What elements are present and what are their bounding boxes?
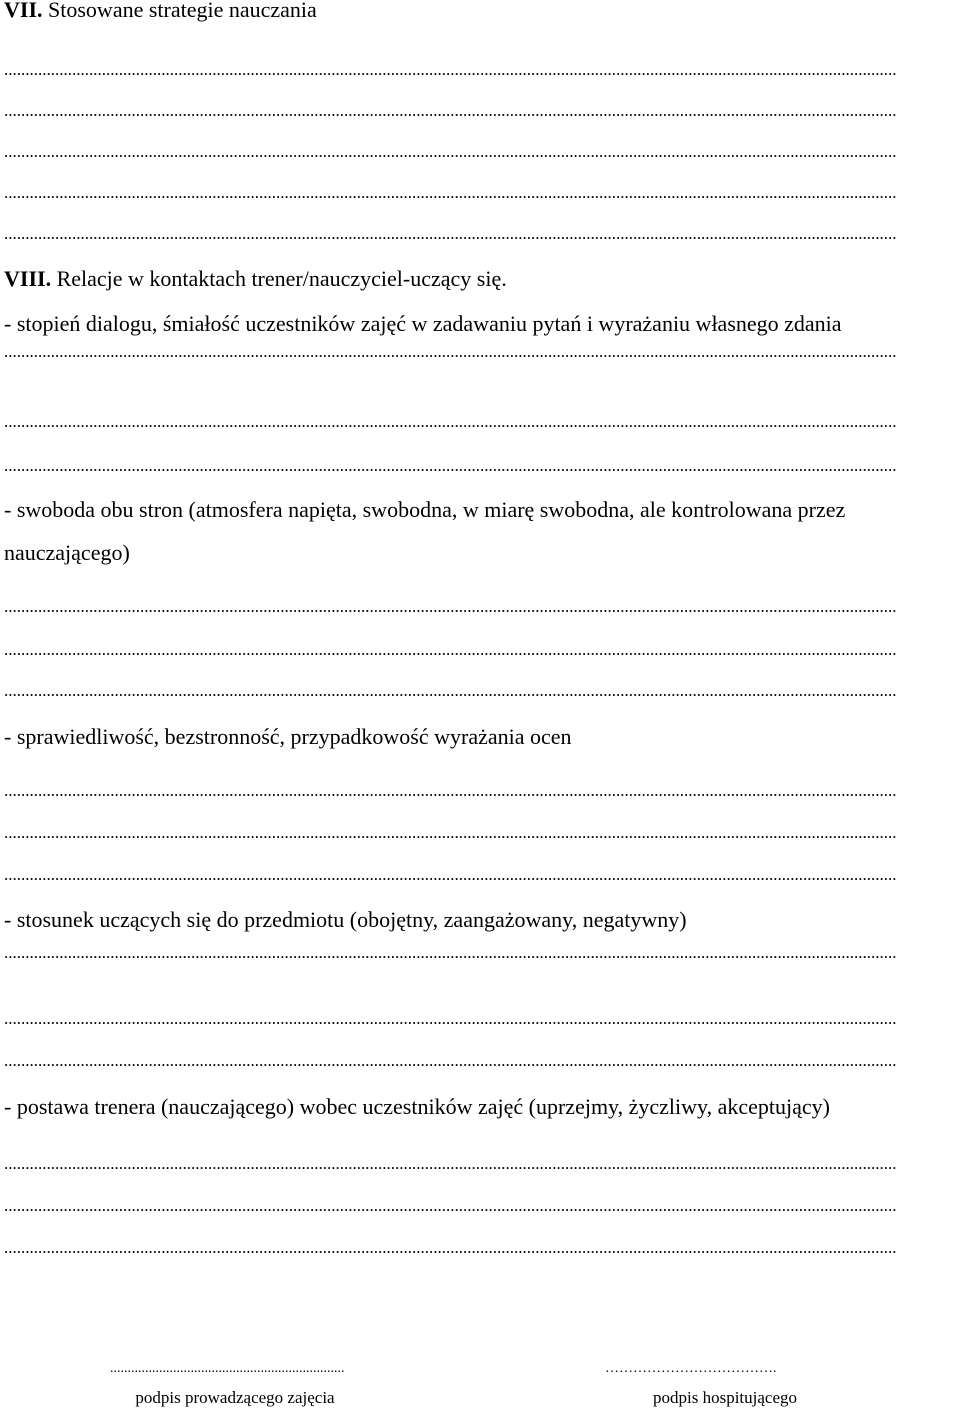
answer-line[interactable]: ..................................................................................................................................................................................................................	[4, 823, 897, 842]
answer-line[interactable]: ..................................................................................................................................................................................................................	[4, 456, 897, 475]
answer-line[interactable]: ..................................................................................................................................................................................................................	[4, 101, 897, 120]
criterion-freedom: - swoboda obu stron (atmosfera napięta, swobodna, w miarę swobodna, ale kontrolowana przez	[4, 497, 846, 522]
answer-line[interactable]: ..................................................................................................................................................................................................................	[4, 1238, 897, 1257]
answer-line[interactable]: ..................................................................................................................................................................................................................	[4, 142, 897, 161]
answer-line[interactable]: ..................................................................................................................................................................................................................	[4, 342, 897, 361]
answer-line[interactable]: ..................................................................................................................................................................................................................	[4, 1154, 897, 1173]
answer-line[interactable]: ..................................................................................................................................................................................................................	[4, 183, 897, 202]
section-7-heading	[4, 0, 317, 23]
answer-line[interactable]: ..................................................................................................................................................................................................................	[4, 865, 897, 884]
answer-line[interactable]: ..................................................................................................................................................................................................................	[4, 1009, 897, 1028]
section-8-title: Relacje w kontaktach trener/nauczyciel-uczący się.	[56, 266, 507, 291]
section-7-title: Stosowane strategie nauczania	[48, 0, 317, 22]
answer-line[interactable]: ..................................................................................................................................................................................................................	[4, 1051, 897, 1070]
answer-line[interactable]: ..................................................................................................................................................................................................................	[4, 781, 897, 800]
criterion-fairness: - sprawiedliwość, bezstronność, przypadkowość wyrażania ocen	[4, 724, 572, 749]
section-8-heading	[4, 266, 507, 292]
section-7-number: VII.	[4, 0, 43, 22]
answer-line[interactable]: ..................................................................................................................................................................................................................	[4, 681, 897, 700]
criterion-trainer-attitude: - postawa trenera (nauczającego) wobec uczestników zajęć (uprzejmy, życzliwy, akceptujący)	[4, 1094, 830, 1119]
answer-line[interactable]: ..................................................................................................................................................................................................................	[4, 1196, 897, 1215]
answer-line[interactable]: ..................................................................................................................................................................................................................	[4, 412, 897, 431]
criterion-freedom-continued: nauczającego)	[4, 540, 130, 565]
signature-label-observer: podpis hospitującego	[652, 1388, 797, 1407]
answer-line[interactable]: ..................................................................................................................................................................................................................	[4, 640, 897, 659]
signature-line-observer[interactable]: ……………………………….	[605, 1361, 777, 1376]
answer-line[interactable]: ..................................................................................................................................................................................................................	[4, 224, 897, 243]
section-8-number: VIII.	[4, 266, 52, 291]
criterion-attitude-to-subject: - stosunek uczących się do przedmiotu (obojętny, zaangażowany, negatywny)	[4, 907, 687, 932]
answer-line[interactable]: ..................................................................................................................................................................................................................	[4, 597, 897, 616]
signature-label-teacher: podpis prowadzącego zajęcia	[135, 1388, 335, 1407]
signature-line-teacher[interactable]: ...................................................................	[110, 1361, 345, 1376]
criterion-dialogue: - stopień dialogu, śmiałość uczestników zajęć w zadawaniu pytań i wyrażaniu własnego zdania	[4, 311, 842, 336]
answer-line[interactable]: ..................................................................................................................................................................................................................	[4, 943, 897, 962]
answer-line[interactable]: ..................................................................................................................................................................................................................	[4, 60, 897, 79]
